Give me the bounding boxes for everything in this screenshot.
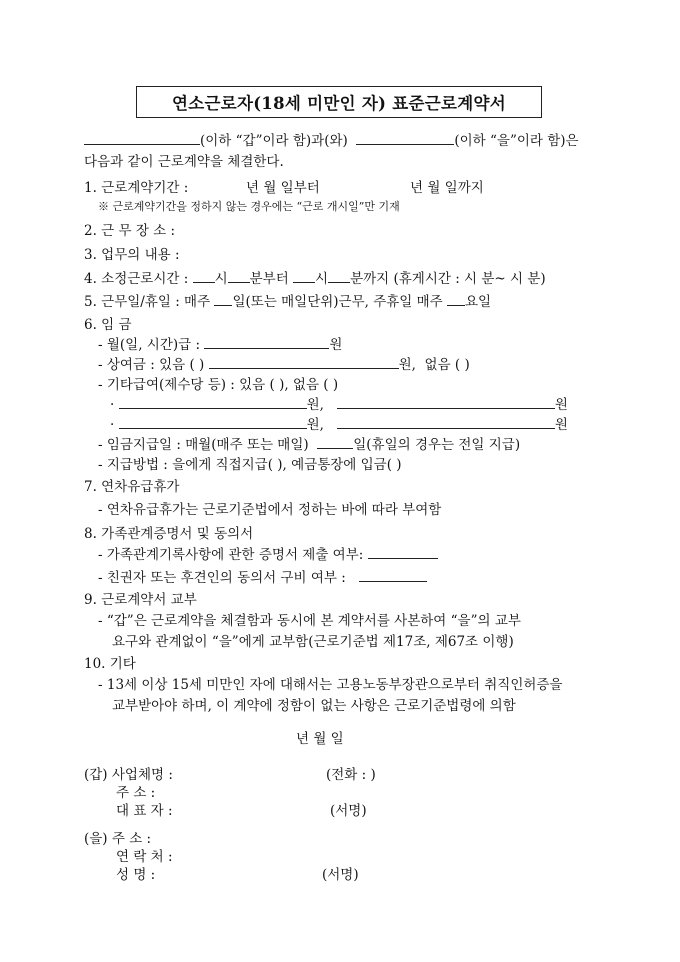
s6-monthly-won: 원 xyxy=(329,337,343,353)
party-a-representative: 대 표 자 : xyxy=(116,803,173,819)
s6-bonus xyxy=(98,353,470,373)
s4-p3: 시 xyxy=(315,271,329,287)
party-b-contact: 연 락 처 : xyxy=(116,849,173,865)
party-b-tail: (이하 “을”이라 함)은 xyxy=(454,133,579,149)
intro-line-2: 다음과 같이 근로계약을 체결한다. xyxy=(84,154,284,170)
s6-other: - 기타급여(제수당 등) : 있음 ( ), 없음 ( ) xyxy=(98,377,339,393)
s1-label: 1. 근로계약기간 : xyxy=(84,180,189,196)
document-title xyxy=(136,86,542,118)
s4-p1: 시 xyxy=(214,271,228,287)
s4-p4: 분까지 (휴게시간 : 시 분~ 시 분) xyxy=(350,271,546,287)
s6-other-won-2a: 원, xyxy=(306,417,324,433)
s6-other-won-1b: 원 xyxy=(554,397,568,413)
party-b-blank[interactable] xyxy=(356,132,454,145)
s6-monthly-blank[interactable] xyxy=(204,336,329,349)
s6-bonus-label: - 상여금 : 있음 ( ) xyxy=(98,357,205,373)
s6-other-blank-2a[interactable] xyxy=(119,416,307,429)
s6-pay-day-blank[interactable] xyxy=(317,436,353,449)
s5-b: 일(또는 매일단위)근무, 주휴일 매주 xyxy=(232,294,443,310)
s8-a-text: - 가족관계기록사항에 관한 증명서 제출 여부: xyxy=(98,547,364,563)
s6-method: - 지급방법 : 을에게 직접지급( ), 예금통장에 입금( ) xyxy=(98,457,402,473)
s6-monthly-label: - 월(일, 시간)급 : xyxy=(98,337,201,353)
s5-line xyxy=(84,290,491,310)
s5-c: 요일 xyxy=(465,294,492,310)
party-b-signature[interactable]: (서명) xyxy=(322,867,359,883)
s5-weekday-blank[interactable] xyxy=(447,293,465,306)
s4-start-min-blank[interactable] xyxy=(228,270,250,283)
s6-other-blank-2b[interactable] xyxy=(337,416,555,429)
intro-line-1 xyxy=(84,129,579,149)
s3-label: 3. 업무의 내용 : xyxy=(84,247,180,263)
s6-pay-day-label: - 임금지급일 : 매월(매주 또는 매일) xyxy=(98,437,309,453)
s6-other-won-2b: 원 xyxy=(554,417,568,433)
s5-days-blank[interactable] xyxy=(214,293,232,306)
s6-other-won-1a: 원, xyxy=(306,397,324,413)
s10-label: 10. 기타 xyxy=(84,656,136,672)
s10-a: - 13세 이상 15세 미만인 자에 대해서는 고용노동부장관으로부터 취직인허증을 xyxy=(98,677,563,693)
contract-date[interactable]: 년 월 일 xyxy=(296,731,344,747)
s4-end-hour-blank[interactable] xyxy=(293,270,315,283)
s8-label: 8. 가족관계증명서 및 동의서 xyxy=(84,526,254,542)
s5-a: 5. 근무일/휴일 : 매주 xyxy=(84,294,211,310)
s8-b-text: - 친권자 또는 후견인의 동의서 구비 여부 : xyxy=(98,570,346,586)
s2-label: 2. 근 무 장 소 : xyxy=(84,223,176,239)
title-text: 연소근로자(18세 미만인 자) 표준근로계약서 xyxy=(172,94,506,113)
s4-end-min-blank[interactable] xyxy=(328,270,350,283)
s8-b-blank[interactable] xyxy=(359,569,427,582)
s6-bonus-none: 없음 ( ) xyxy=(424,357,470,373)
s6-monthly xyxy=(98,333,342,353)
party-a-address: 주 소 : xyxy=(116,785,156,801)
s6-pay-day xyxy=(98,433,520,453)
party-a-signature[interactable]: (서명) xyxy=(330,803,367,819)
s8-a-blank[interactable] xyxy=(368,546,438,559)
party-a-phone: (전화 : ) xyxy=(326,767,376,783)
s9-b: 요구와 관계없이 “을”에게 교부함(근로기준법 제17조, 제67조 이행) xyxy=(112,634,514,650)
s9-a: - “갑”은 근로계약을 체결함과 동시에 본 계약서를 사본하여 “을”의 교부 xyxy=(98,613,521,629)
s6-other-blank-1a[interactable] xyxy=(119,396,307,409)
s6-label: 6. 임 금 xyxy=(84,317,132,333)
s7-label: 7. 연차유급휴가 xyxy=(84,479,180,495)
s1-end-date[interactable]: 년 월 일까지 xyxy=(410,180,484,196)
s6-bullet: · xyxy=(110,397,115,413)
s6-bullet-2: · xyxy=(110,417,115,433)
s9-label: 9. 근로계약서 교부 xyxy=(84,592,197,608)
s6-other-row-1 xyxy=(110,393,568,413)
s6-other-blank-1b[interactable] xyxy=(337,396,555,409)
party-a-blank[interactable] xyxy=(84,132,200,145)
party-b-name: 성 명 : xyxy=(116,867,156,883)
s1-note: ※ 근로계약기간을 정하지 않는 경우에는 “근로 개시일”만 기재 xyxy=(98,200,400,213)
s4-line xyxy=(84,267,546,287)
s6-bonus-blank[interactable] xyxy=(209,356,399,369)
s8-a xyxy=(98,543,438,563)
s6-other-row-2 xyxy=(110,413,568,433)
s1-start-date[interactable]: 년 월 일부터 xyxy=(246,180,320,196)
s6-pay-day-tail: 일(휴일의 경우는 전일 지급) xyxy=(353,437,521,453)
s10-b: 교부받아야 하며, 이 계약에 정함이 없는 사항은 근로기준법령에 의함 xyxy=(112,698,516,714)
party-a-company: (갑) 사업체명 : xyxy=(84,767,173,783)
s8-b xyxy=(98,566,427,586)
party-b-address: (을) 주 소 : xyxy=(84,831,152,847)
s4-start-hour-blank[interactable] xyxy=(193,270,215,283)
s4-p2: 분부터 xyxy=(249,271,289,287)
s6-bonus-won: 원, xyxy=(398,357,416,373)
s4-label: 4. 소정근로시간 : xyxy=(84,271,189,287)
s7-text: - 연차유급휴가는 근로기준법에서 정하는 바에 따라 부여함 xyxy=(98,502,442,518)
party-a-tail: (이하 “갑”이라 함)과(와) xyxy=(200,133,348,149)
